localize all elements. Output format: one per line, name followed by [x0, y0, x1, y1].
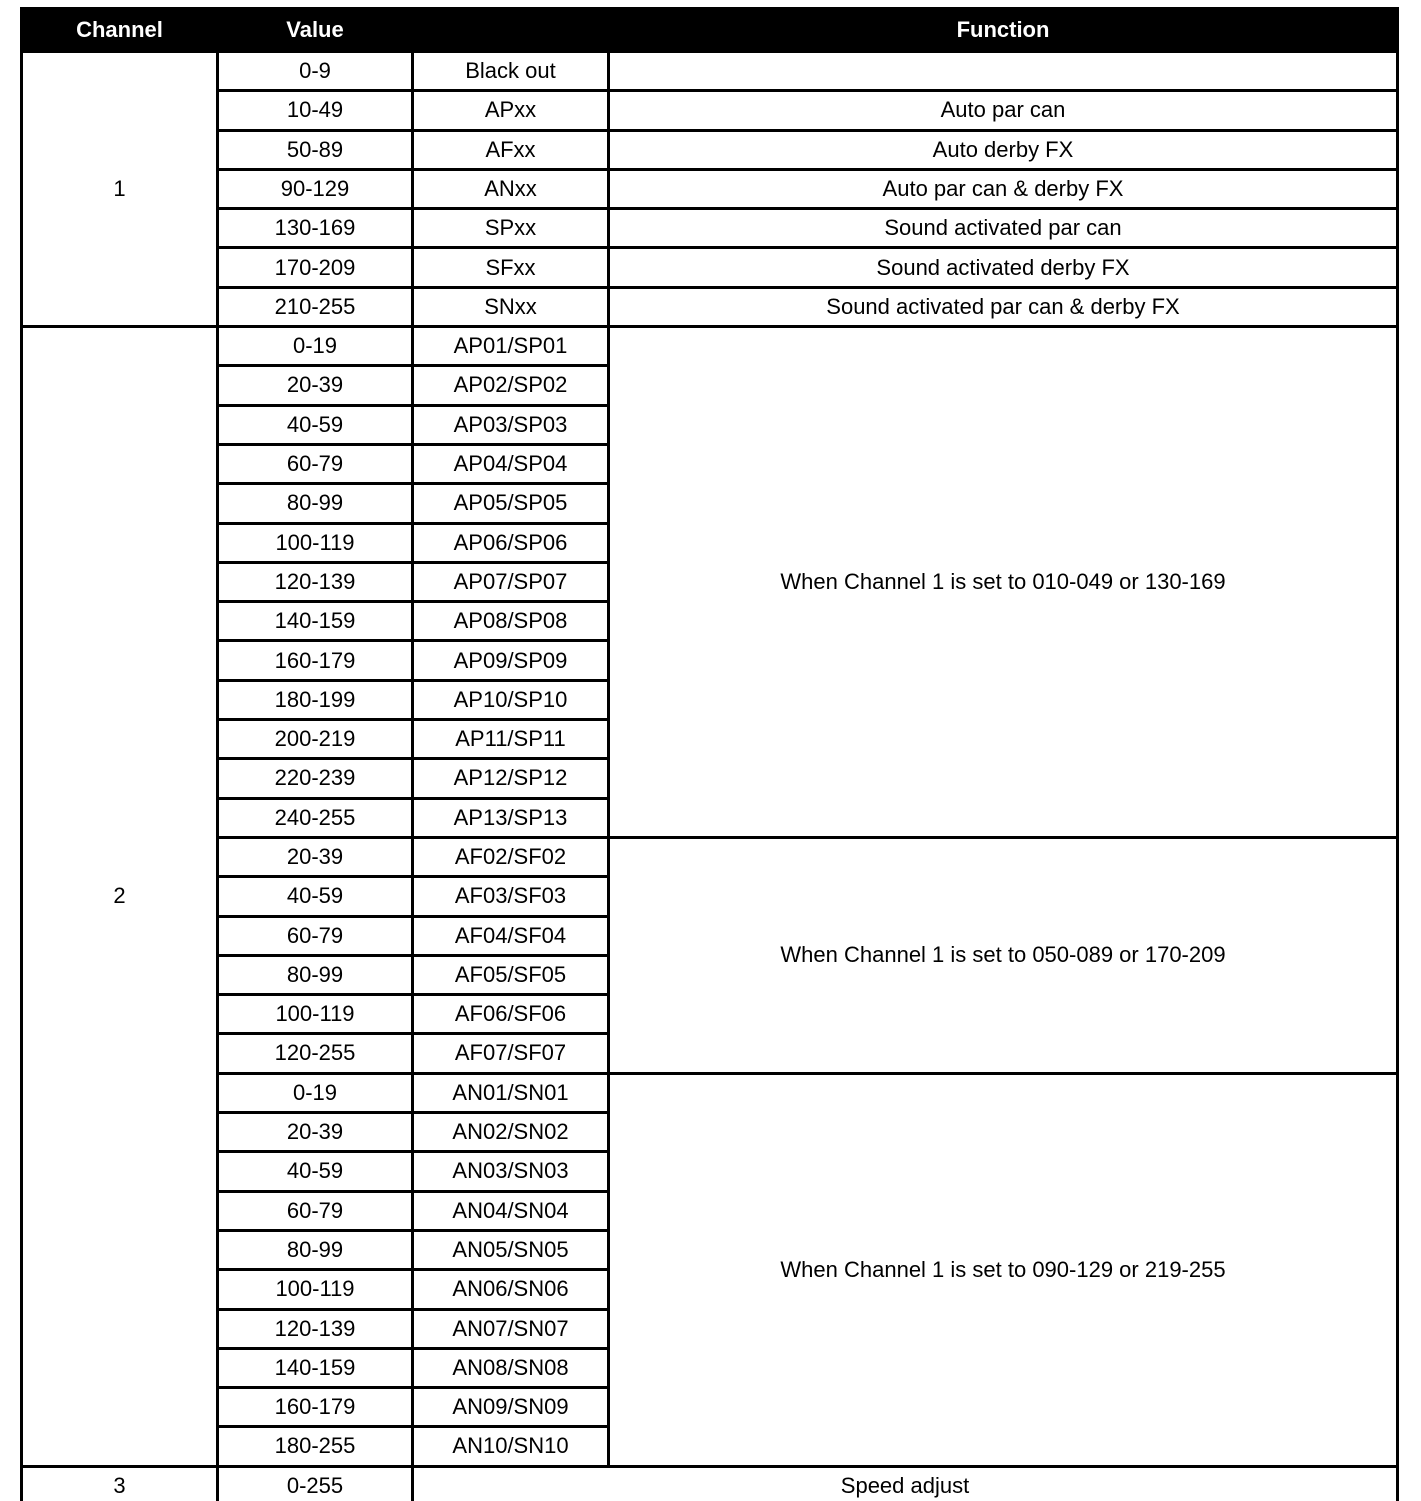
function-cell: When Channel 1 is set to 010-049 or 130-169: [609, 327, 1398, 838]
value-range-cell: 180-199: [218, 680, 413, 719]
mode-code-cell: AP07/SP07: [413, 562, 609, 601]
value-range-cell: 90-129: [218, 169, 413, 208]
value-range-cell: 200-219: [218, 720, 413, 759]
value-range-cell: 60-79: [218, 916, 413, 955]
table-row: [22, 1466, 1398, 1501]
table-row: [22, 130, 1398, 169]
mode-code-cell: AP03/SP03: [413, 405, 609, 444]
mode-code-cell: AF05/SF05: [413, 955, 609, 994]
value-range-cell: 160-179: [218, 641, 413, 680]
function-cell: Speed adjust: [413, 1466, 1398, 1501]
value-range-cell: 60-79: [218, 444, 413, 483]
value-range-cell: 240-255: [218, 798, 413, 837]
value-range-cell: 80-99: [218, 1230, 413, 1269]
value-range-cell: 80-99: [218, 484, 413, 523]
value-range-cell: 140-159: [218, 602, 413, 641]
table-row: [22, 91, 1398, 130]
table-row: [22, 837, 1398, 876]
value-range-cell: 80-99: [218, 955, 413, 994]
value-range-cell: 40-59: [218, 877, 413, 916]
mode-code-cell: AP06/SP06: [413, 523, 609, 562]
mode-code-cell: AP13/SP13: [413, 798, 609, 837]
mode-code-cell: AF04/SF04: [413, 916, 609, 955]
function-cell: When Channel 1 is set to 050-089 or 170-209: [609, 837, 1398, 1073]
value-range-cell: 120-139: [218, 562, 413, 601]
value-range-cell: 60-79: [218, 1191, 413, 1230]
mode-code-cell: AN10/SN10: [413, 1427, 609, 1466]
mode-code-cell: AP04/SP04: [413, 444, 609, 483]
header-value: Value: [218, 9, 413, 52]
channel-cell: 3: [22, 1466, 218, 1501]
value-range-cell: 160-179: [218, 1388, 413, 1427]
value-range-cell: 40-59: [218, 1152, 413, 1191]
function-cell: Auto par can & derby FX: [609, 169, 1398, 208]
table-row: [22, 287, 1398, 326]
value-range-cell: 0-9: [218, 52, 413, 91]
mode-code-cell: AN02/SN02: [413, 1113, 609, 1152]
function-cell: Auto derby FX: [609, 130, 1398, 169]
mode-code-cell: Black out: [413, 52, 609, 91]
function-cell: When Channel 1 is set to 090-129 or 219-255: [609, 1073, 1398, 1466]
function-cell: Sound activated derby FX: [609, 248, 1398, 287]
header-spacer: [413, 9, 609, 52]
value-range-cell: 0-19: [218, 1073, 413, 1112]
mode-code-cell: AP12/SP12: [413, 759, 609, 798]
value-range-cell: 220-239: [218, 759, 413, 798]
table-row: [22, 209, 1398, 248]
value-range-cell: 210-255: [218, 287, 413, 326]
value-range-cell: 50-89: [218, 130, 413, 169]
mode-code-cell: AN09/SN09: [413, 1388, 609, 1427]
mode-code-cell: AN08/SN08: [413, 1348, 609, 1387]
value-range-cell: 100-119: [218, 1270, 413, 1309]
mode-code-cell: SNxx: [413, 287, 609, 326]
mode-code-cell: AN03/SN03: [413, 1152, 609, 1191]
value-range-cell: 140-159: [218, 1348, 413, 1387]
table-row: [22, 1073, 1398, 1112]
mode-code-cell: AP01/SP01: [413, 327, 609, 366]
value-range-cell: 130-169: [218, 209, 413, 248]
mode-code-cell: SPxx: [413, 209, 609, 248]
table-row: [22, 169, 1398, 208]
table-row: [22, 248, 1398, 287]
mode-code-cell: AP02/SP02: [413, 366, 609, 405]
mode-code-cell: AF02/SF02: [413, 837, 609, 876]
value-range-cell: 40-59: [218, 405, 413, 444]
value-range-cell: 20-39: [218, 366, 413, 405]
value-range-cell: 20-39: [218, 837, 413, 876]
mode-code-cell: AF07/SF07: [413, 1034, 609, 1073]
header-function: Function: [609, 9, 1398, 52]
value-range-cell: 0-255: [218, 1466, 413, 1501]
mode-code-cell: ANxx: [413, 169, 609, 208]
mode-code-cell: AP09/SP09: [413, 641, 609, 680]
table-row: [22, 52, 1398, 91]
channel-cell: 2: [22, 327, 218, 1467]
value-range-cell: 20-39: [218, 1113, 413, 1152]
value-range-cell: 100-119: [218, 995, 413, 1034]
function-cell: Sound activated par can & derby FX: [609, 287, 1398, 326]
value-range-cell: 0-19: [218, 327, 413, 366]
mode-code-cell: AP10/SP10: [413, 680, 609, 719]
mode-code-cell: AP11/SP11: [413, 720, 609, 759]
mode-code-cell: AN04/SN04: [413, 1191, 609, 1230]
table-row: [22, 327, 1398, 366]
mode-code-cell: AF06/SF06: [413, 995, 609, 1034]
header-channel: Channel: [22, 9, 218, 52]
value-range-cell: 120-255: [218, 1034, 413, 1073]
value-range-cell: 10-49: [218, 91, 413, 130]
mode-code-cell: AFxx: [413, 130, 609, 169]
mode-code-cell: APxx: [413, 91, 609, 130]
mode-code-cell: AN07/SN07: [413, 1309, 609, 1348]
function-cell: Sound activated par can: [609, 209, 1398, 248]
header-row: [22, 9, 1398, 52]
channel-cell: 1: [22, 52, 218, 327]
mode-code-cell: AP08/SP08: [413, 602, 609, 641]
mode-code-cell: AF03/SF03: [413, 877, 609, 916]
value-range-cell: 120-139: [218, 1309, 413, 1348]
mode-code-cell: SFxx: [413, 248, 609, 287]
mode-code-cell: AN05/SN05: [413, 1230, 609, 1269]
function-cell: [609, 52, 1398, 91]
value-range-cell: 180-255: [218, 1427, 413, 1466]
dmx-channel-table: [20, 7, 1399, 1501]
mode-code-cell: AN06/SN06: [413, 1270, 609, 1309]
mode-code-cell: AP05/SP05: [413, 484, 609, 523]
value-range-cell: 100-119: [218, 523, 413, 562]
function-cell: Auto par can: [609, 91, 1398, 130]
value-range-cell: 170-209: [218, 248, 413, 287]
mode-code-cell: AN01/SN01: [413, 1073, 609, 1112]
